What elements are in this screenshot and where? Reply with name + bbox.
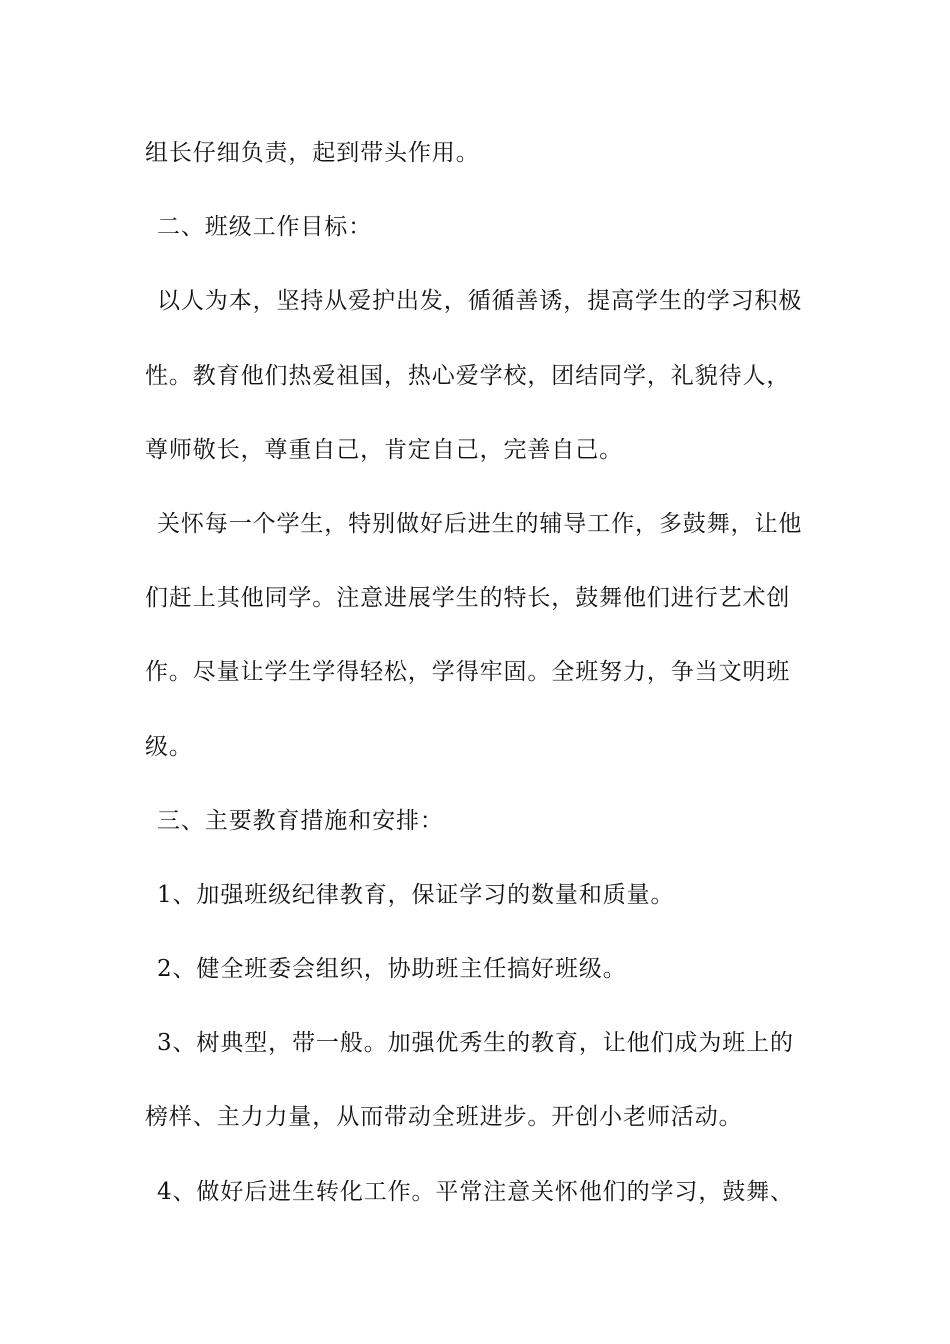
paragraph-line: 榜样、主力力量，从而带动全班进步。开创小老师活动。 — [145, 1104, 743, 1131]
list-item: 3、树典型，带一般。加强优秀生的教育，让他们成为班上的 — [157, 1030, 794, 1057]
list-item: 4、做好后进生转化工作。平常注意关怀他们的学习，鼓舞、 — [157, 1178, 794, 1205]
list-item: 1、加强班级纪律教育，保证学习的数量和质量。 — [157, 881, 675, 908]
paragraph-line: 们赶上其他同学。注意进展学生的特长，鼓舞他们进行艺术创 — [145, 585, 791, 612]
section-heading: 二、班级工作目标： — [157, 214, 373, 241]
paragraph-line: 级。 — [145, 733, 193, 760]
section-heading: 三、主要教育措施和安排： — [157, 807, 444, 834]
paragraph-line: 组长仔细负责，起到带头作用。 — [145, 140, 480, 166]
list-item: 2、健全班委会组织，协助班主任搞好班级。 — [157, 956, 627, 983]
paragraph-line: 尊师敬长，尊重自己，肯定自己，完善自己。 — [145, 436, 623, 463]
paragraph-line: 作。尽量让学生学得轻松，学得牢固。全班努力，争当文明班 — [145, 659, 791, 686]
paragraph-line: 性。教育他们热爱祖国，热心爱学校，团结同学，礼貌待人， — [145, 362, 791, 389]
document-body — [145, 128, 809, 1241]
paragraph-line: 关怀每一个学生，特别做好后进生的辅导工作，多鼓舞，让他 — [157, 510, 803, 537]
paragraph-line: 以人为本，坚持从爱护出发，循循善诱，提高学生的学习积极 — [157, 288, 803, 315]
